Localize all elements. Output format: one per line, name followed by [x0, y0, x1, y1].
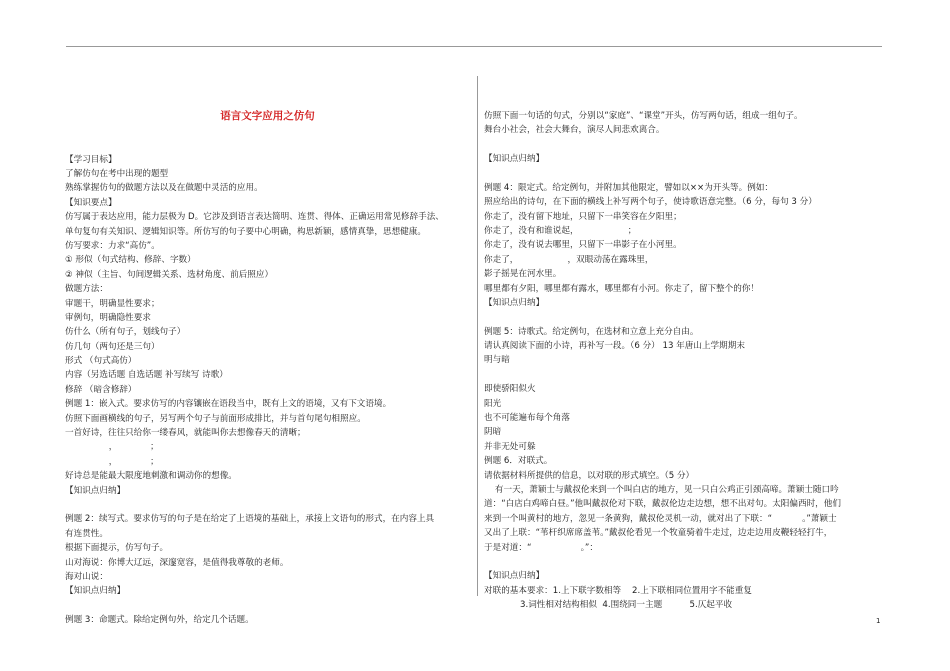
text-line — [484, 555, 884, 569]
text-line: 【学习目标】 — [65, 154, 117, 165]
text-line: 并非无处可躲 — [484, 441, 536, 452]
text-line: 3.词性相对结构相似 4.围绕同一主题 5.仄起平收 — [520, 600, 733, 611]
text-line: 【知识要点】 — [65, 197, 117, 208]
text-line: 你走了，没有说去哪里，只留下一串影子在小河里。 — [484, 240, 682, 251]
text-line: 根据下面提示，仿写句子。 — [65, 543, 169, 554]
text-line: 阳光 — [484, 398, 502, 409]
text-line: 【知识点归纳】 — [65, 485, 126, 496]
text-line: 海对山说： — [65, 571, 108, 582]
text-line: 例题 5：诗歌式。给定例句，在选材和立意上充分自由。 — [484, 326, 699, 337]
text-line: 修辞 （暗含修辞） — [65, 384, 137, 395]
header-rule — [66, 46, 882, 47]
right-column-text — [484, 109, 884, 613]
text-line: 仿什么（所有句子，划线句子） — [65, 327, 186, 338]
text-line: 熟练掌握仿句的做题方法以及在做题中灵活的应用。 — [65, 183, 263, 194]
text-line: ① 形似（句式结构、修辞、字数） — [65, 255, 196, 266]
text-line: 哪里都有夕阳，哪里都有露水，哪里都有小河。你走了，留下整个的你！ — [484, 283, 760, 294]
text-line: 了解仿句在考中出现的题型 — [65, 169, 169, 180]
text-line: 又出了上联：“苇杆织席席盖苇。”戴叔伦看见一个牧童骑着牛走过，边走边用皮鞭轻轻打牛， — [484, 528, 833, 539]
text-line: 审例句，明确隐性要求 — [65, 312, 151, 323]
text-line: 审题干，明确显性要求； — [65, 298, 160, 309]
text-line: 道：“白店白鸡啼白昼。”他叫戴叔伦对下联，戴叔伦边走边想，想不出对句。太阳偏西时，他们 — [484, 499, 841, 510]
column-divider — [477, 76, 478, 596]
text-line: 即使骄阳似火 — [484, 384, 536, 395]
left-column-text — [65, 153, 470, 628]
document-title: 语言文字应用之仿句 — [220, 109, 315, 122]
text-line: 请依据材料所提供的信息，以对联的形式填空。（5 分） — [484, 470, 695, 481]
text-line — [484, 166, 884, 180]
text-line: 你走了， ，双眼动荡在露珠里， — [484, 254, 654, 265]
text-line: 仿写属于表达应用，能力层极为 D。它涉及到语言表达简明、连贯、得体、正确运用常见修辞手法、 — [65, 212, 444, 223]
text-line: 仿写要求：力求“高仿”。 — [65, 240, 160, 251]
text-line: 你走了，没有留下地址，只留下一串笑容在夕阳里； — [484, 211, 682, 222]
text-line: 仿照下面一句话的句式，分别以“家庭”、“课堂”开头，仿写两句话，组成一组句子。 — [484, 110, 803, 121]
text-line — [484, 310, 884, 324]
text-line: 【知识点归纳】 — [65, 586, 126, 597]
left-column — [65, 80, 470, 642]
text-line: 例题 1：嵌入式。要求仿写的内容镶嵌在语段当中，既有上文的语境，又有下文语境。 — [65, 399, 392, 410]
text-line — [484, 138, 884, 152]
text-line: 请认真阅读下面的小诗，再补写一段。（6 分） 13 年唐山上学期期末 — [484, 341, 745, 352]
text-line: 例题 3：命题式。除给定例句外，给定几个话题。 — [65, 615, 254, 626]
text-line: 对联的基本要求：1.上下联字数相等 2.上下联相同位置用字不能重复 — [484, 585, 752, 596]
text-line: 你走了，没有和谁说起， ； — [484, 225, 637, 236]
text-line: 例题 6．对联式。 — [484, 456, 553, 467]
page-number: 1 — [876, 617, 881, 625]
text-line: 有一天，萧颖士与戴叔伦来到一个叫白店的地方，见一只白公鸡正引颈高啼。萧颖士随口吟 — [484, 484, 839, 495]
text-line: ， ； — [65, 456, 159, 467]
text-line: 例题 2：续写式。要求仿写的句子是在给定了上语境的基础上，承接上文语句的形式，在内容上具 — [65, 514, 435, 525]
text-line — [484, 368, 884, 382]
text-line: ， ； — [65, 442, 159, 453]
text-line: 一首好诗，往往只给你一缕春风，就能叫你去想像春天的清晰； — [65, 428, 306, 439]
text-line: 内容（另选话题 自选话题 补写续写 诗歌） — [65, 370, 228, 381]
text-line: 于是对道：“ 。”： — [484, 542, 598, 553]
text-line: 【知识点归纳】 — [484, 153, 545, 164]
text-line: 仿几句（两句还是三句） — [65, 341, 160, 352]
text-line: 仿照下面画横线的句子，另写两个句子与前面形成排比，并与首句尾句相照应。 — [65, 413, 366, 424]
text-line: 好诗总是能最大限度地刺激和调动你的想像。 — [65, 471, 237, 482]
text-line: 【知识点归纳】 — [484, 297, 545, 308]
text-line: 舞台小社会，社会大舞台，演尽人间悲欢离合。 — [484, 125, 665, 136]
text-line: 山对海说：你博大辽远，深邃宽容，是值得我尊敬的老师。 — [65, 557, 289, 568]
text-line: 明与暗 — [484, 355, 510, 366]
text-line: 【知识点归纳】 — [484, 571, 545, 582]
text-line: 做题方法： — [65, 284, 108, 295]
text-line: 例题 4：限定式。给定例句，并附加其他限定，譬如以××为开头等。例如： — [484, 182, 774, 193]
text-line: 照应给出的诗句，在下面的横线上补写两个句子，使诗歌语意完整。（6 分，每句 3 分） — [484, 197, 817, 208]
text-line: 阴暗 — [484, 427, 502, 438]
text-line — [65, 498, 470, 512]
text-line: 影子摇晃在河水里。 — [484, 269, 562, 280]
text-line: 形式 （句式高仿） — [65, 356, 137, 367]
text-line — [65, 599, 470, 613]
text-line: 也不可能遍布每个角落 — [484, 413, 570, 424]
text-line: 有连贯性。 — [65, 528, 108, 539]
text-line: ② 神似（主旨、句间逻辑关系、选材角度、前后照应） — [65, 269, 274, 280]
text-line: 单句复句有关知识、逻辑知识等。所仿写的句子要中心明确，构思新颖，感情真挚，思想健康。 — [65, 226, 426, 237]
text-line: 来到一个叫黄村的地方，忽见一条黄狗，戴叔伦灵机一动，就对出了下联：“ 。”萧颖士 — [484, 513, 837, 524]
right-column — [484, 80, 884, 627]
